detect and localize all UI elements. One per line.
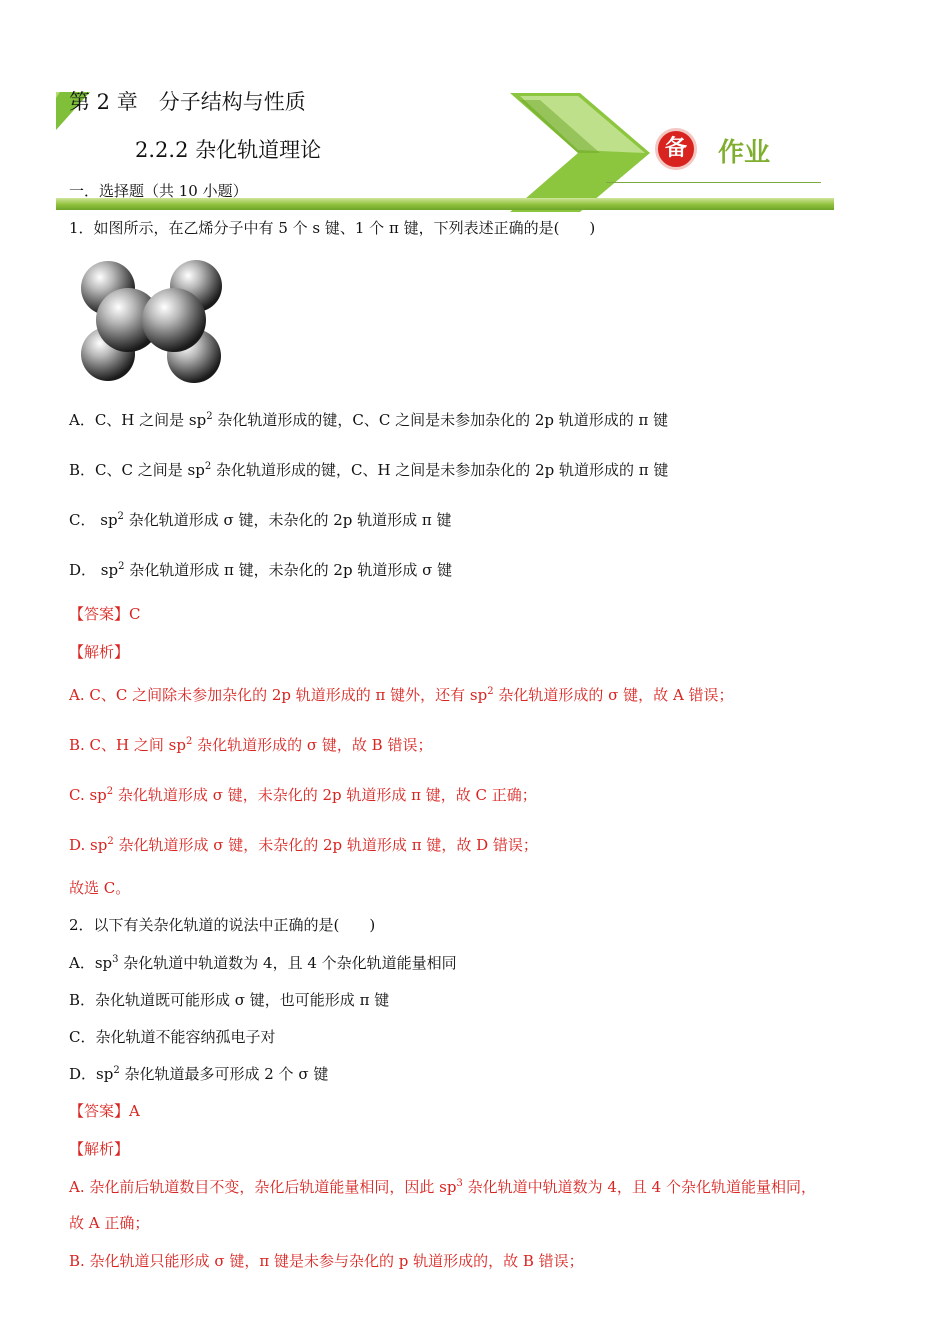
q1-analysis-d: D. $sp^2$ 杂化轨道形成 σ 键，未杂化的 2p 轨道形成 π 键，故 D 错误； [69, 836, 538, 854]
q2-analysis-b: B. 杂化轨道只能形成 σ 键，π 键是未参与杂化的 p 轨道形成的，故 B 错误； [69, 1252, 584, 1270]
q1-option-b[interactable]: B．C、C 之间是 $sp^2$ 杂化轨道形成的键，C、H 之间是未参加杂化的 2p 轨道形成的 π 键 [69, 461, 669, 479]
q2-option-d[interactable]: D．$sp^2$ 杂化轨道最多可形成 2 个 σ 键 [69, 1065, 329, 1083]
q2-analysis-label: 【解析】 [69, 1140, 130, 1158]
q2-answer: 【答案】A [69, 1102, 140, 1120]
section-title: 2.2.2 杂化轨道理论 [135, 138, 322, 162]
q2-analysis-a-cont: 故 A 正确； [69, 1214, 150, 1232]
q2-analysis-a: A. 杂化前后轨道数目不变，杂化后轨道能量相同，因此 $sp^3$ 杂化轨道中轨道数为 4，且 4 个杂化轨道能量相同， [69, 1178, 816, 1196]
q1-conclusion: 故选 C。 [69, 879, 131, 897]
q1-analysis-label: 【解析】 [69, 643, 130, 661]
badge-text: 作业 [718, 138, 771, 168]
question-group-title: 一．选择题（共 10 小题） [69, 182, 248, 200]
chapter-title: 第 2 章 分子结构与性质 [69, 90, 306, 114]
q2-option-a[interactable]: A．$sp^3$ 杂化轨道中轨道数为 4，且 4 个杂化轨道能量相同 [69, 954, 457, 972]
header-thin-line [606, 182, 821, 183]
ethylene-molecule-image [76, 256, 226, 386]
q1-stem: 1．如图所示，在乙烯分子中有 5 个 s 键、1 个 π 键，下列表述正确的是( ) [69, 219, 596, 237]
q2-stem: 2．以下有关杂化轨道的说法中正确的是( ) [69, 916, 376, 934]
q1-option-c[interactable]: C． $sp^2$ 杂化轨道形成 σ 键，未杂化的 2p 轨道形成 π 键 [69, 511, 452, 529]
q2-option-c[interactable]: C．杂化轨道不能容纳孤电子对 [69, 1028, 276, 1046]
q2-option-b[interactable]: B．杂化轨道既可能形成 σ 键，也可能形成 π 键 [69, 991, 390, 1009]
q1-option-d[interactable]: D． $sp^2$ 杂化轨道形成 π 键，未杂化的 2p 轨道形成 σ 键 [69, 561, 453, 579]
badge-char: 备 [664, 136, 687, 161]
q1-analysis-b: B. C、H 之间 $sp^2$ 杂化轨道形成的 σ 键，故 B 错误； [69, 736, 433, 754]
q1-answer: 【答案】C [69, 605, 141, 623]
q1-analysis-a: A. C、C 之间除未参加杂化的 2p 轨道形成的 π 键外，还有 $sp^2$ 杂化轨道形成的 σ 键，故 A 错误； [69, 686, 734, 704]
q1-option-a[interactable]: A．C、H 之间是 $sp^2$ 杂化轨道形成的键，C、C 之间是未参加杂化的 2p 轨道形成的 π 键 [69, 411, 669, 429]
q1-analysis-c: C. $sp^2$ 杂化轨道形成 σ 键，未杂化的 2p 轨道形成 π 键，故 C 正确； [69, 786, 537, 804]
